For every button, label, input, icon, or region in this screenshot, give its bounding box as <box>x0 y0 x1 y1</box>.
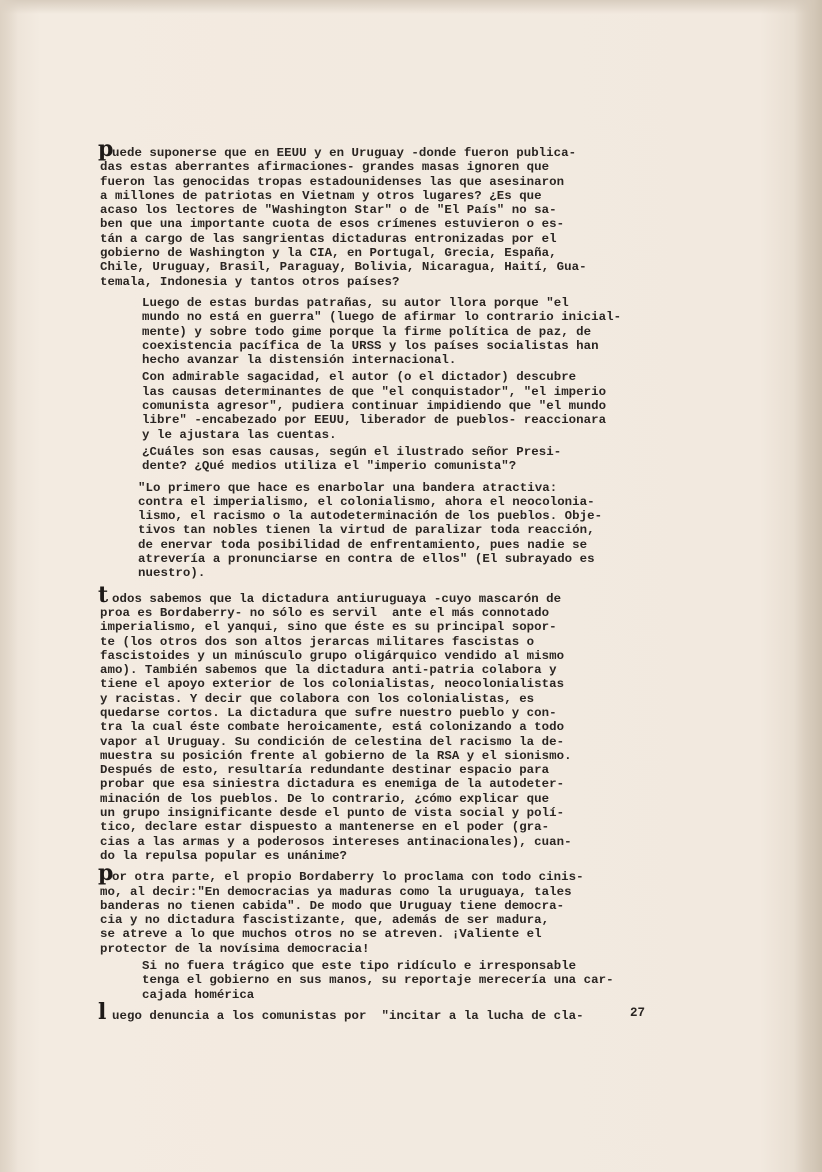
page-left-edge-shadow <box>0 0 18 1172</box>
text-line: hecho avanzar la distensión internacional. <box>142 353 457 368</box>
text-line <box>98 581 700 608</box>
text-line: protector de la novísima democracia! <box>100 941 370 956</box>
text-line: mundo no está en guerra" (luego de afirmar lo contrario inicial- <box>142 310 622 325</box>
page-binding-fold <box>794 0 822 1172</box>
text-line: fueron las genocidas tropas estadounidenses las que asesinaron <box>100 174 565 189</box>
paragraph-p6 <box>98 581 700 864</box>
text-line: lismo, el racismo o la autodeterminación de los pueblos. Obje- <box>138 509 603 524</box>
text-line: coexistencia pacífica de la URSS y los países socialistas han <box>142 338 599 353</box>
paragraph-p2 <box>100 296 700 367</box>
text-line: tra la cual éste combate heroicamente, está colonizando a todo <box>100 720 565 735</box>
text-line: se atreve a lo que muchos otros no se atreven. ¡Valiente el <box>100 927 542 942</box>
page-top-edge-shadow <box>0 0 822 14</box>
text-line <box>98 860 700 887</box>
text-line: tivos tan nobles tienen la virtud de paralizar toda reacción, <box>138 523 595 538</box>
text-line-content: uego denuncia a los comunistas por "incitar a la lucha de cla- <box>112 1008 584 1023</box>
drop-cap-letter: t <box>98 581 109 608</box>
text-line: tiene el apoyo exterior de los colonialistas, neocolonialistas <box>100 677 565 692</box>
paragraph-p1 <box>98 136 700 289</box>
text-line: contra el imperialismo, el colonialismo, ahora el neocolonia- <box>138 494 595 509</box>
paragraph-spacer <box>100 581 700 588</box>
text-line: banderas no tienen cabida". De modo que Uruguay tiene democra- <box>100 898 565 913</box>
text-line: temala, Indonesia y tantos otros países? <box>100 274 400 289</box>
paragraph-p8 <box>100 959 700 1002</box>
text-line: do la repulsa popular es unánime? <box>100 848 348 863</box>
text-line: te (los otros dos son altos jerarcas militares fascistas o <box>100 634 535 649</box>
drop-cap-letter: l <box>98 998 107 1025</box>
text-line-content: odos sabemos que la dictadura antiuruguaya -cuyo mascarón de <box>112 591 562 606</box>
text-line: proa es Bordaberry- no sólo es servil ante el más connotado <box>100 605 550 620</box>
text-line: Después de esto, resultaría redundante destinar espacio para <box>100 763 550 778</box>
text-line-content: uede suponerse que en EEUU y en Uruguay -donde fueron publica- <box>112 146 577 160</box>
text-line: tico, declare estar dispuesto a mantenerse en el poder (gra- <box>100 820 550 835</box>
text-line: gobierno de Washington y la CIA, en Portugal, Grecia, España, <box>100 246 557 261</box>
text-line: mente) y sobre todo gime porque la firme política de paz, de <box>142 324 592 339</box>
drop-cap-letter: p <box>98 860 114 887</box>
text-line: acaso los lectores de "Washington Star" o de "El País" no sa- <box>100 203 557 218</box>
page-number: 27 <box>630 1006 646 1020</box>
text-line: ¿Cuáles son esas causas, según el ilustrado señor Presi- <box>142 444 562 459</box>
text-line: Con admirable sagacidad, el autor (o el dictador) descubre <box>142 370 577 385</box>
text-line: fascistoides y un minúsculo grupo oligárquico vendido al mismo <box>100 648 565 663</box>
paragraph-spacer <box>100 289 700 296</box>
text-line: ben que una importante cuota de esos crímenes estuvieron o es- <box>100 217 565 232</box>
text-line: un grupo insignificante desde el punto de vista social y polí- <box>100 806 565 821</box>
text-line: imperialismo, el yanqui, sino que éste es su principal sopor- <box>100 620 557 635</box>
text-line: Si no fuera trágico que este tipo ridículo e irresponsable <box>142 959 577 974</box>
text-line: das estas aberrantes afirmaciones- grandes masas ignoren que <box>100 160 550 175</box>
text-line: atrevería a pronunciarse en contra de ellos" (El subrayado es <box>138 552 595 567</box>
text-line: dente? ¿Qué medios utiliza el "imperio comunista"? <box>142 459 517 474</box>
text-line: tenga el gobierno en sus manos, su reportaje merecería una car- <box>142 973 614 988</box>
text-line: comunista agresor", pudiera continuar impidiendo que "el mundo <box>142 399 607 414</box>
text-line: Luego de estas burdas patrañas, su autor llora porque "el <box>142 295 569 310</box>
text-line: mo, al decir:"En democracias ya maduras como la uruguaya, tales <box>100 884 572 899</box>
text-line: a millones de patriotas en Vietnam y otros lugares? ¿Es que <box>100 188 542 203</box>
text-line: cajada homérica <box>142 987 255 1002</box>
typewritten-text-body <box>98 136 700 1025</box>
paragraph-p7 <box>98 860 700 956</box>
text-line: las causas determinantes de que "el conquistador", "el imperio <box>142 384 607 399</box>
text-line: y racistas. Y decir que colabora con los colonialistas, es <box>100 691 535 706</box>
paragraph-p5 <box>100 481 700 581</box>
text-line-content: or otra parte, el propio Bordaberry lo proclama con todo cinis- <box>112 870 584 885</box>
text-line: amo). También sabemos que la dictadura anti-patria colabora y <box>100 663 557 678</box>
text-line: muestra su posición frente al gobierno de la RSA y el sionismo. <box>100 748 572 763</box>
text-line: Chile, Uruguay, Brasil, Paraguay, Bolivia, Nicaragua, Haití, Gua- <box>100 260 587 275</box>
paragraph-p3 <box>100 370 700 441</box>
text-line: vapor al Uruguay. Su condición de celestina del racismo la de- <box>100 734 565 749</box>
text-line <box>98 136 700 162</box>
text-line: nuestro). <box>138 566 206 581</box>
text-line: quedarse cortos. La dictadura que sufre nuestro pueblo y con- <box>100 705 557 720</box>
paragraph-p4 <box>100 445 700 474</box>
paragraph-spacer <box>100 474 700 481</box>
text-line: tán a cargo de las sangrientas dictaduras entronizadas por el <box>100 231 557 246</box>
text-line: cia y no dictadura fascistizante, que, además de ser madura, <box>100 913 550 928</box>
text-line: y le ajustara las cuentas. <box>142 427 337 442</box>
text-line: libre" -encabezado por EEUU, liberador de pueblos- reaccionara <box>142 413 607 428</box>
paragraph-p9 <box>98 998 700 1025</box>
drop-cap-letter: p <box>98 136 114 162</box>
text-line <box>98 998 700 1025</box>
text-line: minación de los pueblos. De lo contrario, ¿cómo explicar que <box>100 791 550 806</box>
text-line: probar que esa siniestra dictadura es enemiga de la autodeter- <box>100 777 565 792</box>
text-line: de enervar toda posibilidad de enfrentamiento, pues nadie se <box>138 537 588 552</box>
text-line: "Lo primero que hace es enarbolar una bandera atractiva: <box>138 480 558 495</box>
text-line: cias a las armas y a poderosos intereses antinacionales), cuan- <box>100 834 572 849</box>
